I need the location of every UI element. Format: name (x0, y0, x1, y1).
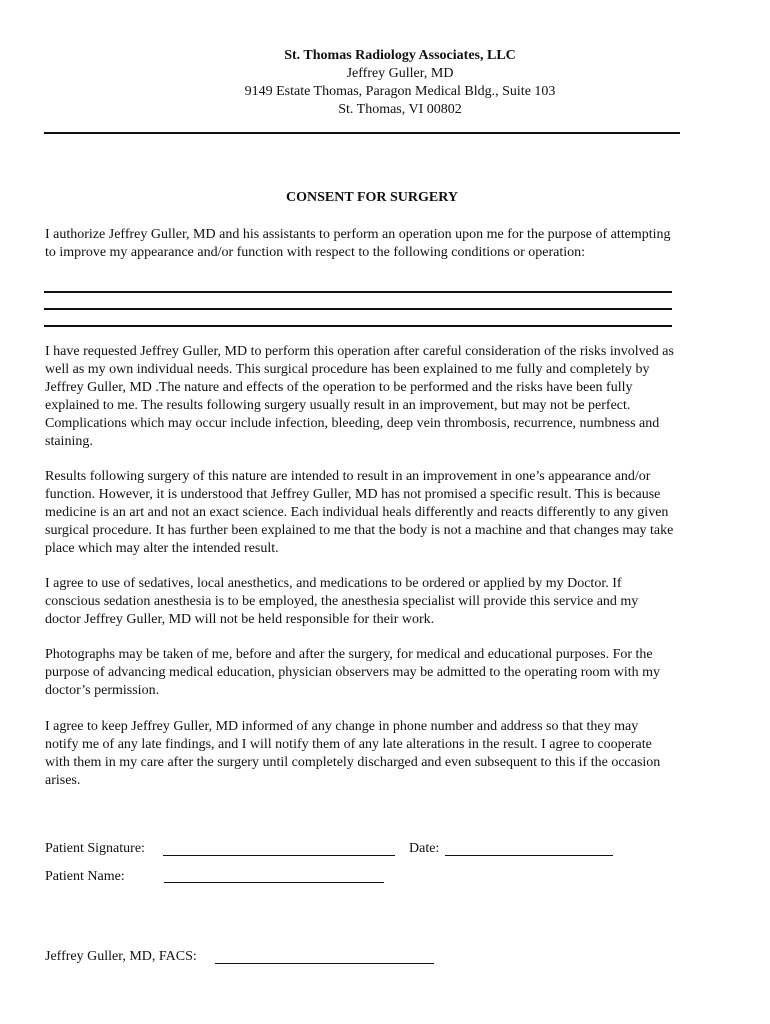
conditions-blank-line[interactable] (44, 325, 672, 327)
paragraph-contact: I agree to keep Jeffrey Guller, MD informed of any change in phone number and address so that they may notify me of any late findings, and I will notify them of any late alterations in the result. I agree to cooperate with them in my care after the surgery until completely discharged and even subsequent to this if the occasion arises. (45, 719, 661, 788)
patient-name-label: Patient Name: (45, 869, 125, 884)
conditions-blank-line[interactable] (44, 308, 672, 310)
doctor-signature-line[interactable] (215, 963, 434, 964)
org-name: St. Thomas Radiology Associates, LLC (284, 48, 516, 63)
paragraph-results: Results following surgery of this nature are intended to result in an improvement in one’s appearance and/or function. However, it is understood that Jeffrey Guller, MD has not promised a specific result. This is because medicine is an art and not an exact science. Each individual heals differently and reacts differently to any given surgical procedure. It has further been explained to me that the body is not a machine and that changes may take place which may alter the intended result. (45, 469, 674, 556)
patient-signature-label: Patient Signature: (45, 841, 145, 856)
document-title: CONSENT FOR SURGERY (286, 190, 458, 205)
doctor-signature-label: Jeffrey Guller, MD, FACS: (45, 949, 197, 964)
letterhead (0, 47, 770, 119)
city-line: St. Thomas, VI 00802 (338, 102, 462, 117)
intro-paragraph: I authorize Jeffrey Guller, MD and his assistants to perform an operation upon me for the purpose of attempting to improve my appearance and/or function with respect to the following conditions or operation: (45, 227, 671, 260)
header-divider (44, 132, 680, 134)
patient-signature-line[interactable] (163, 855, 395, 856)
patient-name-line[interactable] (164, 882, 384, 883)
date-line[interactable] (445, 855, 613, 856)
conditions-blank-line[interactable] (44, 291, 672, 293)
address-line: 9149 Estate Thomas, Paragon Medical Bldg., Suite 103 (244, 84, 556, 99)
doctor-name: Jeffrey Guller, MD (346, 66, 454, 81)
paragraph-risks: I have requested Jeffrey Guller, MD to perform this operation after careful consideration of the risks involved as well as my own individual needs. This surgical procedure has been explained to me fully and completely by Jeffrey Guller, MD .The nature and effects of the operation to be performed and the risks have been fully explained to me. The results following surgery usually result in an improvement, but may not be perfect. Complications which may occur include infection, bleeding, deep vein thrombosis, recurrence, numbness and staining. (45, 344, 674, 449)
paragraph-photographs: Photographs may be taken of me, before and after the surgery, for medical and educational purposes. For the purpose of advancing medical education, physician observers may be admitted to the operating room with my doctor’s permission. (45, 647, 661, 698)
date-label: Date: (409, 841, 440, 856)
paragraph-anesthesia: I agree to use of sedatives, local anesthetics, and medications to be ordered or applied by my Doctor. If conscious sedation anesthesia is to be employed, the anesthesia specialist will provide this service and my doctor Jeffrey Guller, MD will not be held responsible for their work. (45, 576, 639, 627)
